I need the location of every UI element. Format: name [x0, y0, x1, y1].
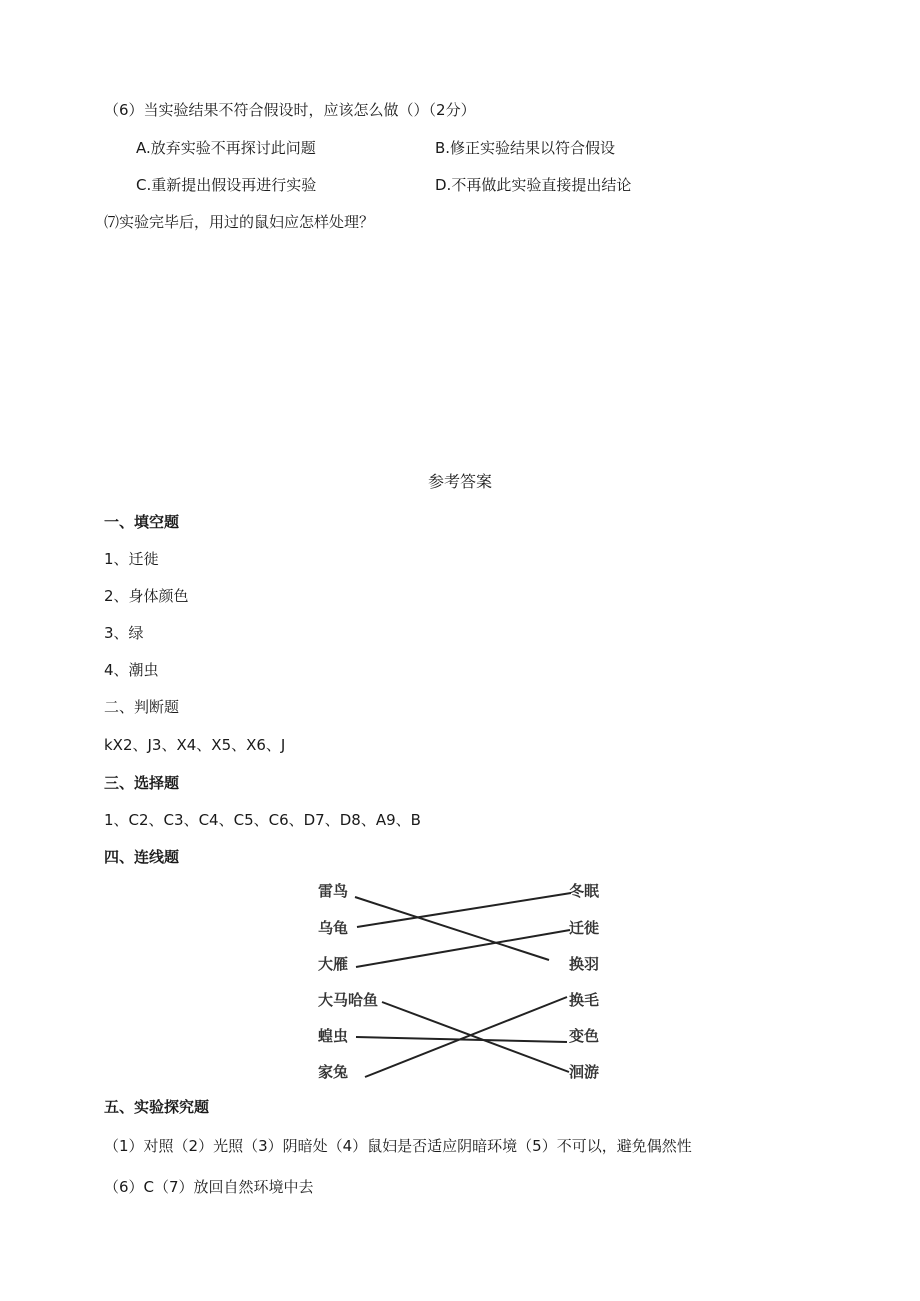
match-line-damahayu-huiyou	[382, 1002, 569, 1072]
fill-answer-3: 3、绿	[104, 624, 144, 642]
fill-answer-2: 2、身体颜色	[104, 587, 189, 605]
answers-title: 参考答案	[427, 472, 492, 491]
option-c: C.重新提出假设再进行实验	[136, 176, 317, 194]
section-3-heading: 三、选择题	[104, 774, 180, 792]
question-6-stem: （6）当实验结果不符合假设时，应该怎么做（）（2分）	[104, 101, 476, 119]
option-a: A.放弃实验不再探讨此问题	[136, 139, 316, 157]
match-right-6: 洄游	[569, 1063, 600, 1081]
match-right-1: 冬眠	[569, 882, 600, 900]
match-right-3: 换羽	[569, 955, 600, 973]
match-line-dayan-qianxi	[356, 930, 570, 967]
section-4-heading: 四、连线题	[104, 848, 180, 866]
section-1-heading: 一、填空题	[104, 513, 180, 531]
match-left-1: 雷鸟	[318, 882, 349, 900]
match-left-2: 乌龟	[318, 919, 349, 937]
experiment-answers-line-1: （1）对照（2）光照（3）阴暗处（4）鼠妇是否适应阴暗环境（5）不可以，避免偶然性	[104, 1137, 692, 1155]
option-d: D.不再做此实验直接提出结论	[435, 176, 632, 194]
judge-answers: kX2、J3、X4、X5、X6、J	[104, 736, 286, 754]
section-2-heading: 二、判断题	[104, 698, 180, 716]
match-right-5: 变色	[569, 1027, 600, 1045]
question-7-stem: ⑺实验完毕后，用过的鼠妇应怎样处理？	[104, 213, 375, 231]
match-left-3: 大雁	[318, 955, 349, 973]
match-line-wugui-dongmian	[357, 893, 571, 927]
match-left-5: 蝗虫	[318, 1027, 349, 1045]
match-right-2: 迁徙	[569, 919, 600, 937]
fill-answer-4: 4、潮虫	[104, 661, 159, 679]
option-b: B.修正实验结果以符合假设	[435, 139, 616, 157]
section-5-heading: 五、实验探究题	[104, 1098, 210, 1116]
match-left-6: 家兔	[318, 1063, 349, 1081]
choice-answers: 1、C2、C3、C4、C5、C6、D7、D8、A9、B	[104, 811, 421, 829]
match-left-4: 大马哈鱼	[318, 991, 379, 1009]
experiment-answers-line-2: （6）C（7）放回自然环境中去	[104, 1178, 314, 1196]
matching-diagram	[300, 870, 620, 1090]
match-right-4: 换毛	[569, 991, 600, 1009]
fill-answer-1: 1、迁徙	[104, 550, 159, 568]
